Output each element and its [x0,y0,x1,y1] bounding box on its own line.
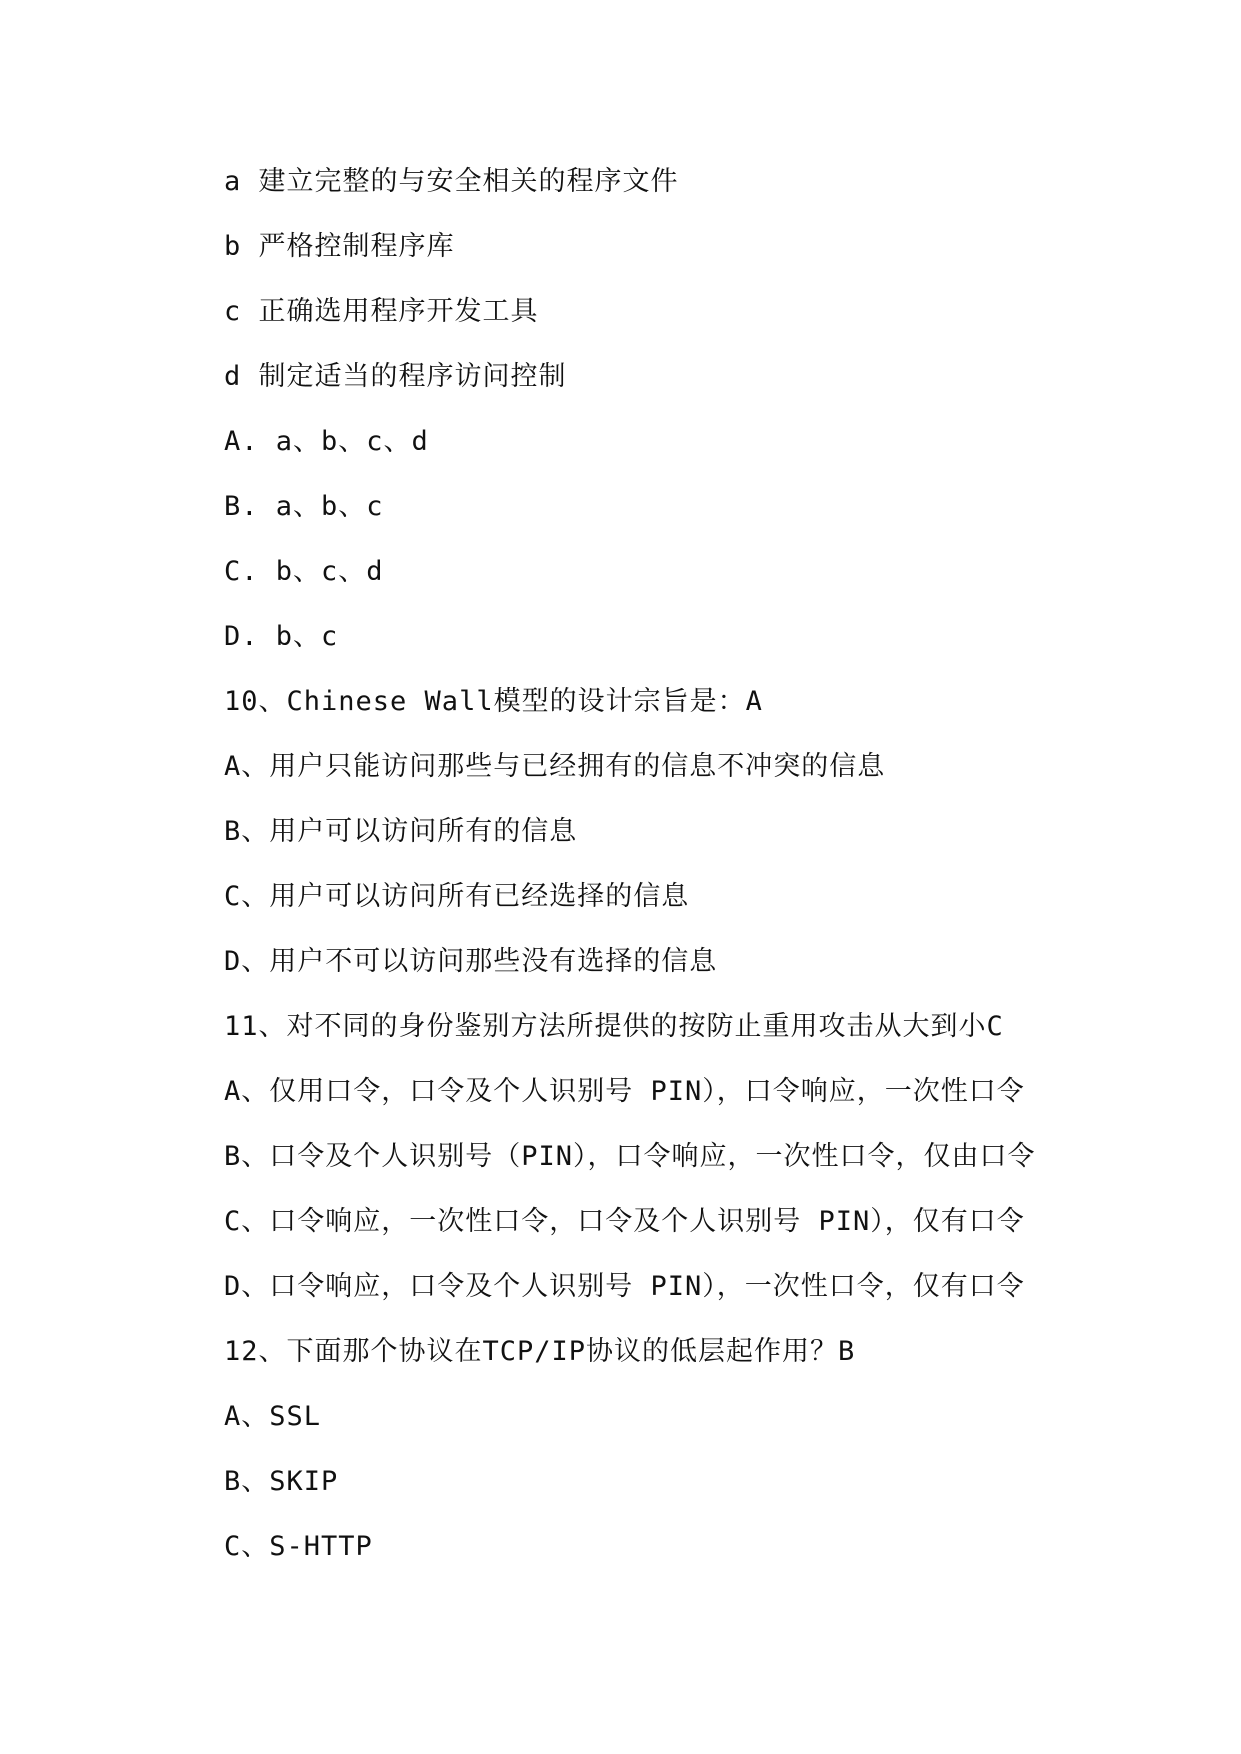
q12-option-a: A、SSL [224,1401,322,1432]
q11-option-b: B、口令及个人识别号（PIN），口令响应，一次性口令，仅由口令 [224,1141,1036,1172]
text-line-3: c 正确选用程序开发工具 [224,296,539,327]
question-11: 11、对不同的身份鉴别方法所提供的按防止重用攻击从大到小C [224,1011,1004,1042]
q10-option-b: B、用户可以访问所有的信息 [224,816,578,847]
question-10: 10、Chinese Wall模型的设计宗旨是：A [224,686,763,717]
q11-option-d: D、口令响应，口令及个人识别号 PIN），一次性口令，仅有口令 [224,1271,1025,1302]
question-12: 12、下面那个协议在TCP/IP协议的低层起作用？B [224,1336,856,1367]
q12-option-c: C、S-HTTP [224,1531,373,1562]
document-body [224,162,1124,1592]
q10-option-d: D、用户不可以访问那些没有选择的信息 [224,946,718,977]
text-line-7: C. b、c、d [224,556,384,587]
q11-option-c: C、口令响应，一次性口令，口令及个人识别号 PIN），仅有口令 [224,1206,1025,1237]
text-line-8: D. b、c [224,621,339,652]
text-line-5: A. a、b、c、d [224,426,429,457]
q12-option-b: B、SKIP [224,1466,339,1497]
q11-option-a: A、仅用口令，口令及个人识别号 PIN），口令响应，一次性口令 [224,1076,1025,1107]
text-line-1: a 建立完整的与安全相关的程序文件 [224,166,679,197]
q10-option-a: A、用户只能访问那些与已经拥有的信息不冲突的信息 [224,751,886,782]
q10-option-c: C、用户可以访问所有已经选择的信息 [224,881,690,912]
text-line-6: B. a、b、c [224,491,384,522]
text-line-2: b 严格控制程序库 [224,231,455,262]
text-line-4: d 制定适当的程序访问控制 [224,361,567,392]
